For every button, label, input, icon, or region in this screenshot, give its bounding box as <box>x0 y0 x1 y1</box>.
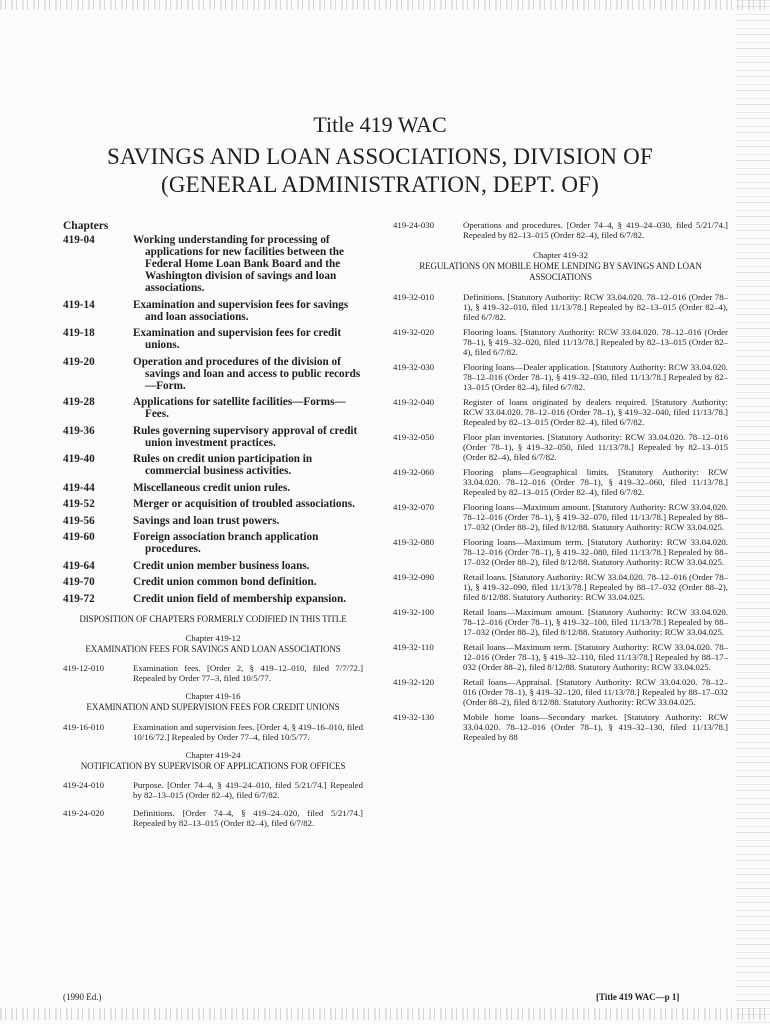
chapter-title: Merger or acquisition of troubled associations. <box>133 498 355 510</box>
chapter-entry <box>63 498 363 510</box>
section-text: Register of loans originated by dealers required. [Statutory Authority: RCW 33.04.020. 78–12–016 (Order 78–1), § 419–32–040, filed 11/13/78.] Repealed by 82–13–015 (Order 82–4), filed 6/7/82. <box>463 397 728 427</box>
chapter-entry <box>63 482 363 494</box>
title-subname: (GENERAL ADMINISTRATION, DEPT. OF) <box>160 172 600 197</box>
section-text: Floor plan inventories. [Statutory Authority: RCW 33.04.020. 78–12–016 (Order 78–1), § 419–32–050, filed 11/13/78.] Repealed by 82–13–015 (Order 82–4), filed 6/7/82. <box>463 432 728 462</box>
chapter-number: 419-40 <box>63 453 95 465</box>
section-number: 419-24-010 <box>63 780 105 790</box>
section-entry <box>393 432 728 462</box>
chapter-number: 419-14 <box>63 298 95 311</box>
chapter-title: Credit union common bond definition. <box>133 576 317 588</box>
section-number: 419-32-030 <box>393 362 435 372</box>
chapter-label: Chapter 419-16 <box>185 691 241 701</box>
title-name: SAVINGS AND LOAN ASSOCIATIONS, DIVISION OF <box>107 144 653 169</box>
chapter-title: NOTIFICATION BY SUPERVISOR OF APPLICATIONS FOR OFFICES <box>80 760 346 771</box>
section-entry <box>393 292 728 322</box>
chapter-entry <box>63 453 363 477</box>
section-entry <box>393 677 728 707</box>
section-number: 419-32-050 <box>393 432 435 442</box>
chapter-number: 419-18 <box>63 327 95 339</box>
chapter-number: 419-04 <box>63 234 95 246</box>
chapter-title: Credit union field of membership expansion. <box>133 592 346 605</box>
document-title <box>60 112 700 198</box>
section-number: 419-32-130 <box>393 712 435 722</box>
chapters-heading: Chapters <box>63 220 109 232</box>
section-entry <box>63 780 363 800</box>
section-entry <box>393 642 728 672</box>
section-entry <box>393 607 728 637</box>
chapter-title: REGULATIONS ON MOBILE HOME LENDING BY SAVINGS AND LOAN ASSOCIATIONS <box>419 261 702 282</box>
chapter-title: Rules governing supervisory approval of credit union investment practices. <box>133 424 358 449</box>
page-footer: [Title 419 WAC—p 1] <box>596 992 680 1002</box>
left-column <box>63 220 363 836</box>
section-number: 419-32-040 <box>393 397 435 407</box>
chapter-list <box>63 234 363 605</box>
chapter-number: 419-72 <box>63 592 95 605</box>
section-entry <box>393 467 728 497</box>
chapter-label: Chapter 419-32 <box>533 250 588 260</box>
section-entry <box>393 220 728 240</box>
chapter-entry <box>63 425 363 449</box>
chapter-number: 419-64 <box>63 559 95 572</box>
disposition-heading: DISPOSITION OF CHAPTERS FORMERLY CODIFIED IN THIS TITLE <box>79 613 347 624</box>
chapter-label: Chapter 419-24 <box>185 749 241 760</box>
section-text: Retail loans—Maximum term. [Statutory Authority: RCW 33.04.020. 78–12–016 (Order 78–1), § 419–32–110, filed 11/13/78.] Repealed by 88–17–032 (Order 88–2), filed 8/12/88. Statutory Authority: RCW 33.04.025. <box>463 642 728 672</box>
scan-noise-top <box>0 0 770 10</box>
section-number: 419-24-030 <box>393 220 435 230</box>
section-list <box>393 292 728 742</box>
chapter-number: 419-20 <box>63 355 95 368</box>
section-text: Flooring loans—Maximum term. [Statutory Authority: RCW 33.04.020. 78–12–016 (Order 78–1), § 419–32–080, filed 11/13/78.] Repealed by 88–17–032 (Order 88–2), filed 8/12/88. Statutory Authority: RCW 33.04.025. <box>463 537 728 567</box>
chapter-title: EXAMINATION AND SUPERVISION FEES FOR CREDIT UNIONS <box>86 702 340 712</box>
chapter-entry <box>63 234 363 294</box>
section-number: 419-32-120 <box>393 677 435 687</box>
section-number: 419-12-010 <box>63 663 105 673</box>
section-text: Examination and supervision fees. [Order 4, § 419–16–010, filed 10/16/72.] Repealed by Order 77–4, filed 10/5/77. <box>133 721 363 742</box>
section-number: 419-32-070 <box>393 502 435 512</box>
chapter-entry <box>63 327 363 351</box>
chapter-number: 419-56 <box>63 514 95 527</box>
chapter-entry <box>63 576 363 588</box>
chapter-title: Operation and procedures of the division of savings and loan and access to public records—Form. <box>133 355 361 392</box>
section-text: Retail loans. [Statutory Authority: RCW 33.04.020. 78–12–016 (Order 78–1), § 419–32–090, filed 11/13/78.] Repealed by 88–17–032 (Order 88–2), filed 8/12/88. Statutory Authority: RCW 33.04.025. <box>463 572 728 602</box>
chapter-title: Savings and loan trust powers. <box>133 514 280 527</box>
chapter-entry <box>63 531 363 555</box>
section-text: Retail loans—Appraisal. [Statutory Authority: RCW 33.04.020. 78–12–016 (Order 78–1), § 419–32–120, filed 11/13/78.] Repealed by 88–17–032 (Order 88–2), filed 8/12/88. Statutory Authority: RCW 33.04.025. <box>463 677 728 707</box>
section-number: 419-32-110 <box>393 642 434 652</box>
chapter-entry <box>63 593 363 605</box>
chapter-number: 419-60 <box>63 531 95 543</box>
section-entry <box>63 808 363 828</box>
title-number: Title 419 WAC <box>313 112 447 137</box>
chapter-number: 419-52 <box>63 498 95 510</box>
section-text: Flooring loans—Maximum amount. [Statutory Authority: RCW 33.04.020. 78–12–016 (Order 78–1), § 419–32–070, filed 11/13/78.] Repealed by 88–17–032 (Order 88–2), filed 8/12/88. Statutory Authority: RCW 33.04.025. <box>463 502 728 532</box>
chapter-label: Chapter 419-12 <box>185 632 241 643</box>
chapter-entry <box>63 560 363 572</box>
chapter-title: Applications for satellite facilities—Forms—Fees. <box>133 396 346 420</box>
right-column <box>393 220 728 747</box>
section-text: Flooring loans—Dealer application. [Statutory Authority: RCW 33.04.020. 78–12–016 (Order 78–1), § 419–32–030, filed 11/13/78.] Repealed by 82–13–015 (Order 82–4), filed 6/7/82. <box>463 362 728 392</box>
chapter-title: EXAMINATION FEES FOR SAVINGS AND LOAN ASSOCIATIONS <box>85 643 341 654</box>
chapter-title: Working understanding for processing of applications for new facilities between the Federal Home Loan Bank Board and the Washington division of savings and loan associations. <box>133 234 344 294</box>
chapter-number: 419-28 <box>63 396 95 408</box>
chapter-number: 419-36 <box>63 424 95 437</box>
section-number: 419-32-080 <box>393 537 435 547</box>
section-number: 419-32-100 <box>393 607 435 617</box>
chapter-title: Miscellaneous credit union rules. <box>133 481 291 494</box>
chapter-title: Examination and supervision fees for savings and loan associations. <box>133 298 349 323</box>
section-entry <box>393 712 728 742</box>
section-text: Operations and procedures. [Order 74–4, § 419–24–030, filed 5/21/74.] Repealed by 82–13–015 (Order 82–4), filed 6/7/82. <box>463 220 728 240</box>
section-text: Examination fees. [Order 2, § 419–12–010, filed 7/7/72.] Repealed by Order 77–3, filed 10/5/77. <box>133 663 363 683</box>
chapter-number: 419-70 <box>63 576 95 588</box>
section-text: Flooring plans—Geographical limits. [Statutory Authority: RCW 33.04.020. 78–12–016 (Order 78–1), § 419–32–060, filed 11/13/78.] Repealed by 82–13–015 (Order 82–4), filed 6/7/82. <box>463 467 728 497</box>
section-number: 419-32-010 <box>393 292 435 302</box>
section-text: Purpose. [Order 74–4, § 419–24–010, filed 5/21/74.] Repealed by 82–13–015 (Order 82–4), filed 6/7/82. <box>133 780 363 800</box>
chapter-title: Foreign association branch application procedures. <box>133 531 319 555</box>
section-text: Definitions. [Statutory Authority: RCW 33.04.020. 78–12–016 (Order 78–1), § 419–32–010, filed 11/13/78.] Repealed by 82–13–015 (Order 82–4), filed 6/7/82. <box>463 292 728 322</box>
chapter-title: Rules on credit union participation in commercial business activities. <box>133 453 313 477</box>
edition-footer: (1990 Ed.) <box>63 992 102 1002</box>
section-text: Mobile home loans—Secondary market. [Statutory Authority: RCW 33.04.020. 78–12–016 (Order 78–1), § 419–32–130, filed 11/13/78.] Repealed by 88 <box>463 712 728 742</box>
section-entry <box>393 572 728 602</box>
section-number: 419-32-020 <box>393 327 435 337</box>
section-number: 419-32-060 <box>393 467 435 477</box>
section-entry <box>393 397 728 427</box>
section-entry <box>63 663 363 683</box>
section-number: 419-24-020 <box>63 808 105 818</box>
chapter-title: Examination and supervision fees for credit unions. <box>133 327 342 351</box>
section-entry <box>393 327 728 357</box>
section-text: Definitions. [Order 74–4, § 419–24–020, filed 5/21/74.] Repealed by 82–13–015 (Order 82–4), filed 6/7/82. <box>133 808 363 828</box>
section-number: 419-16-010 <box>63 721 105 732</box>
section-text: Flooring loans. [Statutory Authority: RCW 33.04.020. 78–12–016 (Order 78–1), § 419–32–020, filed 11/13/78.] Repealed by 82–13–015 (Order 82–4), filed 6/7/82. <box>463 327 728 357</box>
chapter-title: Credit union member business loans. <box>133 559 310 572</box>
chapter-entry <box>63 515 363 527</box>
section-entry <box>393 362 728 392</box>
chapter-entry <box>63 299 363 323</box>
scan-noise-bottom <box>0 1008 770 1020</box>
scan-noise-right <box>736 0 770 1024</box>
chapter-entry <box>63 396 363 420</box>
chapter-number: 419-44 <box>63 481 95 494</box>
section-entry <box>63 722 363 742</box>
section-entry <box>393 537 728 567</box>
disposition-list <box>63 633 363 829</box>
section-entry <box>393 502 728 532</box>
chapter-entry <box>63 356 363 392</box>
section-number: 419-32-090 <box>393 572 435 582</box>
section-text: Retail loans—Maximum amount. [Statutory Authority: RCW 33.04.020. 78–12–016 (Order 78–1), § 419–32–100, filed 11/13/78.] Repealed by 88–17–032 (Order 88–2), filed 8/12/88. Statutory Authority: RCW 33.04.025. <box>463 607 728 637</box>
